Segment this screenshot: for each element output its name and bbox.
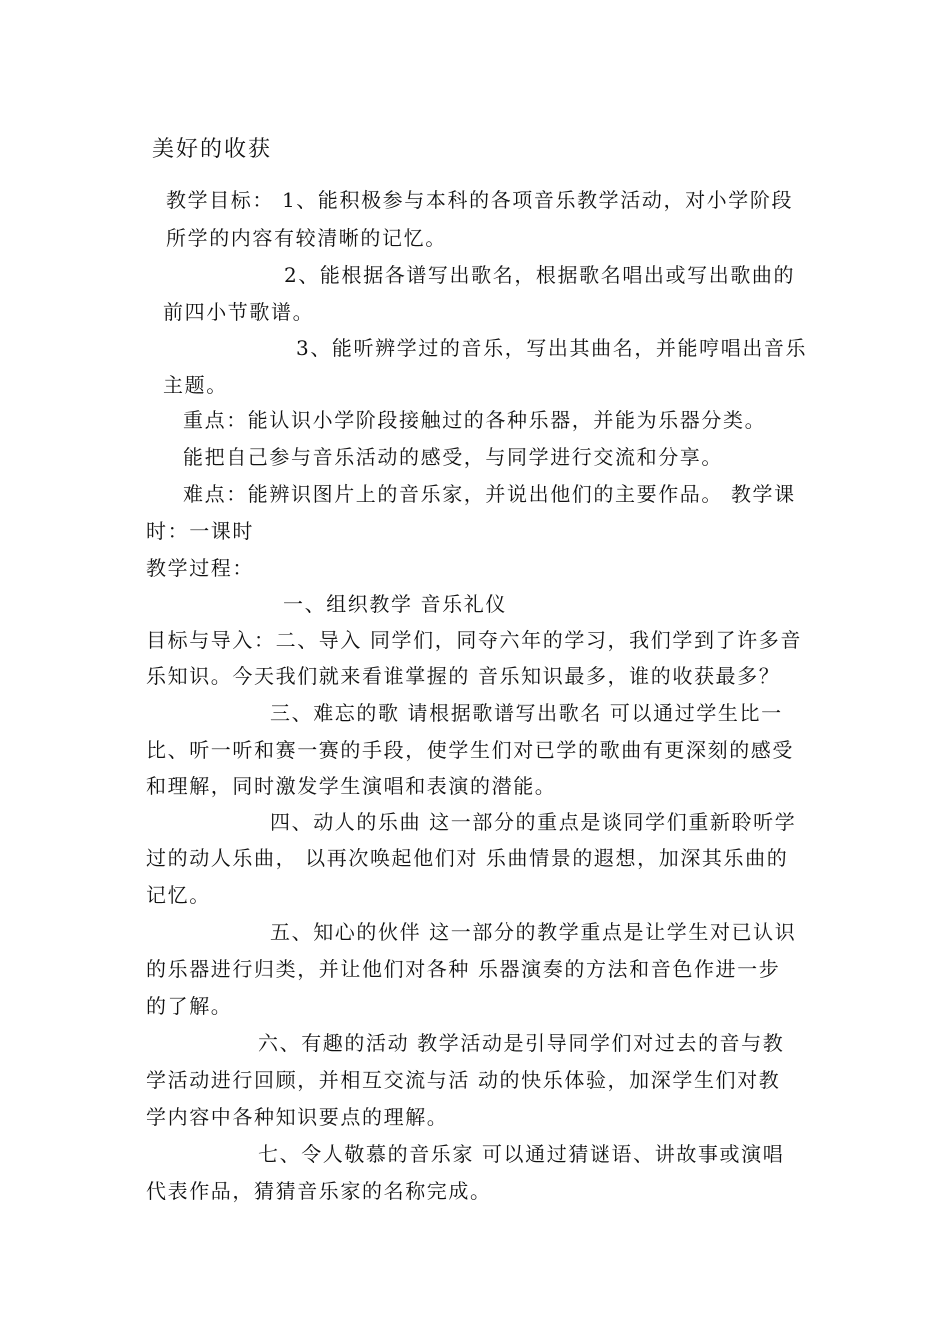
step-5-line-1: 五、知心的伙伴 这一部分的教学重点是让学生对已认识 xyxy=(270,920,797,944)
step-2-line-1: 目标与导入：二、导入 同学们，同夺六年的学习，我们学到了许多音 xyxy=(146,628,802,652)
step-5-line-2: 的乐器进行归类，并让他们对各种 乐器演奏的方法和音色作进一步 xyxy=(146,957,781,981)
step-3-line-3: 和理解，同时激发学生演唱和表演的潜能。 xyxy=(146,774,557,798)
goal-line-2: 所学的内容有较清晰的记忆。 xyxy=(166,226,447,250)
key-point-line: 重点：能认识小学阶段接触过的各种乐器，并能为乐器分类。 xyxy=(183,408,767,432)
process-heading: 教学过程： xyxy=(146,556,254,580)
step-3-line-2: 比、听一听和赛一赛的手段，使学生们对已学的歌曲有更深刻的感受 xyxy=(146,738,794,762)
goal-line-6: 主题。 xyxy=(163,373,228,397)
document-title: 美好的收获 xyxy=(152,137,273,162)
goal-line-1: 教学目标： 1、能积极参与本科的各项音乐教学活动，对小学阶段 xyxy=(166,188,794,212)
goal-line-3: 2、能根据各谱写出歌名，根据歌名唱出或写出歌曲的 xyxy=(284,263,796,287)
step-6-line-3: 学内容中各种知识要点的理解。 xyxy=(146,1105,449,1129)
step-5-line-3: 的了解。 xyxy=(146,994,233,1018)
key-point-line-2: 能把自己参与音乐活动的感受，与同学进行交流和分享。 xyxy=(183,445,723,469)
step-4-line-2: 过的动人乐曲， 以再次唤起他们对 乐曲情景的遐想，加深其乐曲的 xyxy=(146,846,789,870)
step-3-line-1: 三、难忘的歌 请根据歌谱写出歌名 可以通过学生比一 xyxy=(270,701,783,725)
step-2-line-2: 乐知识。今天我们就来看谁掌握的 音乐知识最多，谁的收获最多？ xyxy=(146,664,781,688)
step-6-line-2: 学活动进行回顾，并相互交流与活 动的快乐体验，加深学生们对教 xyxy=(146,1068,781,1092)
step-4-line-3: 记忆。 xyxy=(146,883,211,907)
step-4-line-1: 四、动人的乐曲 这一部分的重点是谈同学们重新聆听学 xyxy=(270,810,797,834)
step-7-line-1: 七、令人敬慕的音乐家 可以通过猜谜语、讲故事或演唱 xyxy=(258,1142,785,1166)
step-6-line-1: 六、有趣的活动 教学活动是引导同学们对过去的音与教 xyxy=(258,1031,785,1055)
class-hours-line: 时：一课时 xyxy=(146,519,254,543)
goal-line-4: 前四小节歌谱。 xyxy=(163,300,315,324)
step-1-line: 一、组织教学 音乐礼仪 xyxy=(283,592,507,616)
goal-line-5: 3、能听辨学过的音乐，写出其曲名，并能哼唱出音乐 xyxy=(296,336,808,360)
difficulty-line: 难点：能辨识图片上的音乐家，并说出他们的主要作品。 教学课 xyxy=(183,482,796,506)
step-7-line-2: 代表作品，猜猜音乐家的名称完成。 xyxy=(146,1179,492,1203)
